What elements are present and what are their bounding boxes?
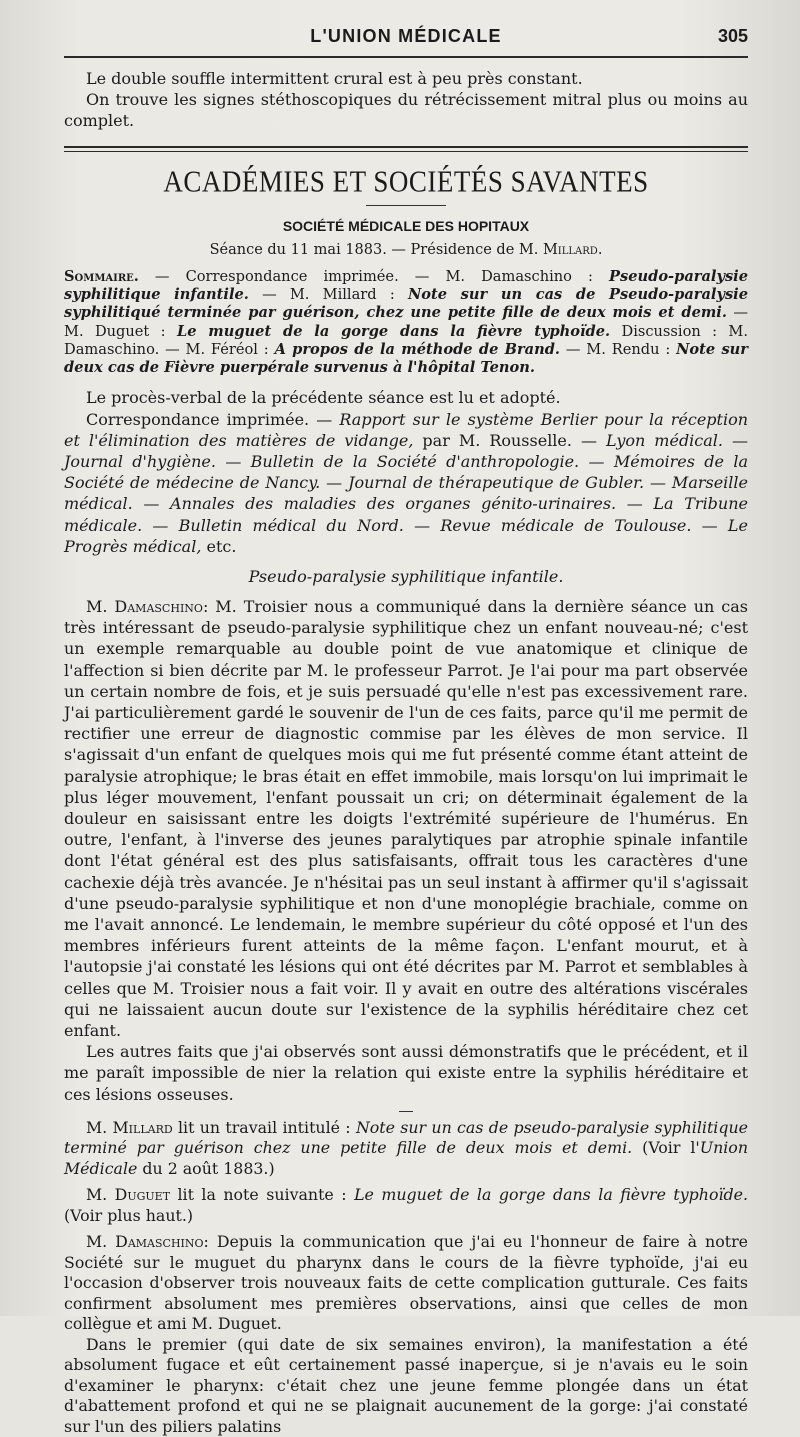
page-number: 305 xyxy=(717,26,748,46)
millard-paragraph: M. Millard lit un travail intitulé : Note sur un cas de pseudo-paralysie syphilitique terminé par guérison chez une petite fille de deux mois et demi. (Voir l'Union Médicale du 2 août 1883.) xyxy=(64,1117,748,1178)
header-rule xyxy=(64,56,748,58)
sommaire-text: Sommaire. — Correspondance imprimée. — M. Damaschino : Pseudo-paralysie syphilitique infantile. — M. Millard : Note sur un cas de Pseudo-paralysie syphilitiqué terminée par guérison, chez une petite fille de deux mois et demi. — M. Duguet : Le muguet de la gorge dans la fièvre typhoïde. Discussion : M. Damaschino. — M. Féréol : A propos de la méthode de Brand. — M. Rendu : Note sur deux cas de Fièvre puerpérale survenus à l'hôpital Tenon. xyxy=(64,267,748,377)
paragraph-signes: On trouve les signes stéthoscopiques du rétrécissement mitral plus ou moins au complet. xyxy=(64,90,748,131)
subheading: Pseudo-paralysie syphilitique infantile. xyxy=(248,567,564,587)
paragraph-souffle: Le double souffle intermittent crural est à peu près constant. xyxy=(86,69,583,88)
society-title: SOCIÉTÉ MÉDICALE DES HOPITAUX xyxy=(282,217,530,234)
separator xyxy=(399,1111,413,1112)
section-divider xyxy=(64,146,748,152)
sommaire-block xyxy=(64,268,748,378)
running-header xyxy=(64,22,748,56)
damaschino-muguet-paragraph: M. Damaschino: Depuis la communication que j'ai eu l'honneur de faire à notre Société sur le muguet du pharynx dans le cours de la fièvre typhoïde, j'ai eu l'occasion d'observer trois nouveaux faits de cette complication gutturale. Ces faits confirment absolument mes premières observations, ainsi que celles de mon collègue et ami M. Duguet. xyxy=(64,1232,748,1334)
correspondance-paragraph: Correspondance imprimée. — Rapport sur le système Berlier pour la réception et l'élimination des matières de vidange, par M. Rousselle. — Lyon médical. — Journal d'hygiène. — Bulletin de la Société d'anthropologie. — Mémoires de la Société de médecine de Nancy. — Journal de thérapeutique de Gubler. — Marseille médical. — Annales des maladies des organes génito-urinaires. — La Tribune médicale. — Bulletin médical du Nord. — Revue médicale de Toulouse. — Le Progrès médical, etc. xyxy=(64,409,749,556)
seance-line: Séance du 11 mai 1883. — Présidence de M. Millard. xyxy=(209,241,603,258)
lower-block xyxy=(64,1118,748,1437)
damaschino-paragraph-2: Les autres faits que j'ai observés sont aussi démonstratifs que le précédent, et il me paraît impossible de nier la relation qui existe entre la syphilis héréditaire et ces lésions osseuses. xyxy=(64,1042,748,1104)
proces-verbal: Le procès-verbal de la précédente séance est lu et adopté. xyxy=(86,388,561,408)
section-title: ACADÉMIES ET SOCIÉTÉS SAVANTES xyxy=(163,163,649,198)
journal-title: L'UNION MÉDICALE xyxy=(310,26,502,46)
title-rule xyxy=(366,205,446,206)
damaschino-paragraph: M. Damaschino: M. Troisier nous a communiqué dans la dernière séance un cas très intéressant de pseudo-paralysie syphilitique chez un enfant nouveau-né; c'est un exemple remarquable au double point de vue anatomique et clinique de l'affection si bien décrite par M. le professeur Parrot. Je l'ai pour ma part observée un certain nombre de fois, et je suis persuadé qu'elle n'est pas excessivement rare. J'ai particulièrement gardé le souvenir de l'un de ces faits, parce qu'il me permit de rectifier une erreur de diagnostic commise par les élèves de mon service. Il s'agissait d'un enfant de quelques mois qui me fut présenté comme étant atteint de paralysie atrophique; le bras était en effet immobile, mais lorsqu'on lui imprimait le plus léger mouvement, l'enfant poussait un cri; on déterminait également de la douleur en saisissant entre les doigts l'extrémité supérieure de l'humérus. En outre, l'enfant, à l'inverse des jeunes paralytiques par atrophie spinale infantile dont l'état général est des plus satisfaisants, offrait tous les caractères d'une cachexie déjà très avancée. Je n'hésitai pas un seul instant à affirmer qu'il s'agissait d'une pseudo-paralysie syphilitique et non d'une monoplégie brachiale, comme on me l'avait annoncé. Le lendemain, le membre supérieur du côté opposé et l'un des membres inférieurs furent atteints de la même façon. L'enfant mourut, et à l'autopsie j'ai constaté les lésions qui ont été décrites par M. Parrot et semblables à celles que M. Troisier nous a fait voir. Il y avait en outre des altérations viscérales qui ne laissaient aucun doute sur l'existence de la syphilis héréditaire chez cet enfant. xyxy=(64,597,748,1041)
damaschino-muguet-paragraph-2: Dans le premier (qui date de six semaines environ), la manifestation a été absolument fugace et eût certainement passé inaperçue, si je n'avais eu le soin d'examiner le pharynx: c'était chez une jeune femme plongée dans un état d'abattement profond et qui ne se plaignait aucunement de la gorge: j'ai constaté sur l'un des piliers palatins xyxy=(64,1334,748,1436)
duguet-paragraph: M. Duguet lit la note suivante : Le muguet de la gorge dans la fièvre typhoïde. (Voir plus haut.) xyxy=(64,1185,748,1225)
